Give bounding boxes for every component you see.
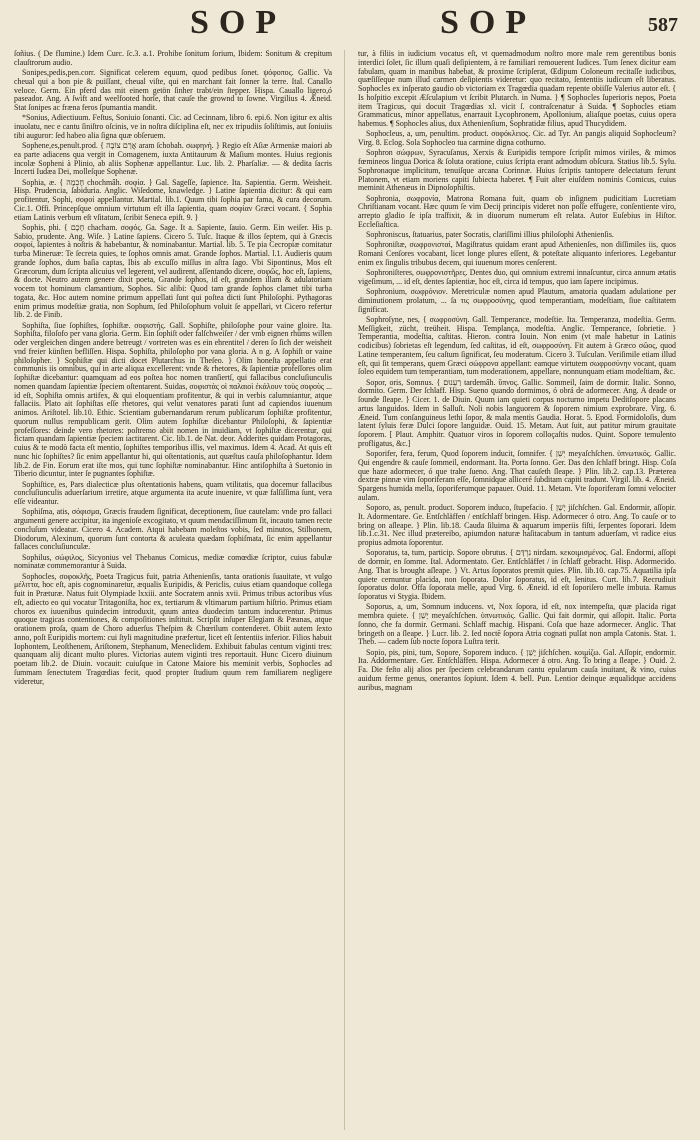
dictionary-entry: Soporifer, fera, ferum, Quod ſoporem inducit, ſomnifer. { יְשֵׁן meyaſchſchen. ὑπνωτικός. Gallic. Qui engendre & cauſe ſommeil, endormant. Ita. Porta ſonno. Ger. Das den ſchlaff bringt. Hisp. Coſa que haze adormecer, ó que trahe ſueno. Ang. That cauſeth ſleape. } Plin. lib.2. cap.13. Præterea dextræ pinnæ vim ſoporiferam eſſe, ſomnidque alliceré ſubditam capiti tradunt. Virgil. lib. 4. Æneid. Spargens humida mella, ſoporiferumque papauer. Ouid. 11. Metam. Vte ſoporiferam ſomni velociter aulam. — [358, 449, 676, 502]
dictionary-entry: Soporo, as, penult. product. Soporem induco, ſtupefacio. { יָשֵׁן jiſchſchen. Gal. Endormir, aſſopir. It. Adormentare. Ge. Entſchläffen / entſchlaff bringen. Hisp. Adormecer ó otro. Ang. To cauſe or to bring on aſleape. } Plin. lib.18. Cauda ſiluima & aquarum imperiis fiſti, ſerpentes ſoporari. Idem lib.1.c.31. Nec illud prætereibo, apiumdon naturæ haſitacabum in tantum aduerſam, vt radice eius propius admota ſoporentur. — [358, 503, 676, 547]
dictionary-entry: Sophroniſteres, σωφρονιστῆρες. Dentes duo, qui omnium extremi innaſcuntur, circa annum ætatis vigeſimum, ... id eſt, dentes ſapientiæ, hoc eſt, circa id tempus, quo iam ſapere incipimus. — [358, 268, 676, 286]
dictionary-entry: Sophroſyne, nes, { σωφροσύνη. Gall. Temperance, modeſtie. Ita. Temperanza, modeſtia. Germ. Meſſigkeit, zücht, treüheit. Hispa. Templança, modeſtia. Anglic. Temperance, ſobrietie. } Temperantia, modeſtia, caſtitas. Hieron. contra Iouin. Non enim (vt male habetur in Latinis codicibus) ſobrietas eſt legendum, ſed caſtitas, id eſt, σωφροσύνη. Fit autem à Græco σῶος, quod Latine temperantem, ſeu caſtum ſignificat, ſeu moderatum. Cicero 3. Tuſculan. Veriſimile etiam illud eſt, qui ſit temperans, quem Græci σώφρονα appellant: eamque virtutem σωφροσύνην vocant, quam ſoleo equidem tum temperantiam, tum moderationem, appellare, nonnunquam etiam modeſtiam, &c. — [358, 314, 676, 377]
dictionary-entry: Sophiſta, ſiue ſophiſtes, ſophiſtæ. σοφιστής. Gall. Sophiſte, philoſophe pour vaine gloire. Ita. Sophiſta, filoſofo per vana gloria. Germ. Ein ſophiſt oder falſchweiſer / der vmb eignen rhüms willen oder vergleichen dingen andere betreugt / vortreten was es ein ehrentitel / deren ſo ſich der weisheit vnd freier künſten befliſſen. Hispa. Sophiſta, philoſopho por vana gloria. A n g. A ſophiſt or vaine philoſopher. } Sophiſtæ qui dicti docet Plutarchus in Theſeo. } Olim honeſta appellatio erat communis iis omnibus, qui in arte aliqua excellerent: vnde & rhetores, & ſapientiæ profeſſores olim ſophiſtæ dicebantur: quamquam ad eos poſtea hoc nomen tranſiertſ, qui fallacibus concluſiunculis nomen quandam ſapientiæ ſpeciem oſtentarent. Suidas, σοφιστὰς οἱ παλαιοὶ ἐκάλουν τοὺς σοφοὺς ... id eſt, Sophiſta omnis artifex, & qui eloquentiam profitentur, & qui in verbis calumniantur, atque fallaciis. Plato ait ſophiſtas eſſe rhetores, qui velut venatores parati ſunt ad capiendos iuuenum animos. Ariſtotel. lib.10. Ethic. Scientiam gubernandarum rerum publicarum ſophiſtæ profitentur, quorum nullus rempublicam gerit. Olim autem ſophiſtæ dicebantur Philoſophi, & ſapientiæ profeſſores: deinde vero rhetores: poſtremo abiit nomen in inuidiam, vt ſophiſtæ dicerentur, qui fictam quandam ſapientiæ ſpeciem iactitarent. Cic. lib.1. de Nat. deor. Adderites quidam Protagoras, cuius & te modò facta eſt mentio, ſophiſtes temporibus illis, vel maximus. Idem 4. Acad. At quis eſt nunc hic ſophiſtes? ſic enim appellantur hi, qui oſtentationis, aut quæſtus cauſa philoſophantur. Idem lib.2. de Fin. Eorum erat iſte mos, qui tunc ſophiſtæ nominabantur. Hinc antiſophiſta à Suetonio in Tiberio dicuntur, inter ſe pugnantes ſophiſtæ. — [14, 320, 332, 479]
dictionary-entry: Sopor, oris, Somnus. { רַעְנוּם tardemâh. ὕπνος. Gallic. Sommeil, ſaim de dormir. Italic. Sonno, dormito. Germ. Der ſchlaff. Hisp. Sueno quando dormimos, ó obrá de adormecer. Ang. A deade or ſounde ſleape. } Cicer. 1. de Diuin. Quum iam quieti corpus nocturno impetu Deditſopore placans artus languidos. Idem in Salluſt. Noli nobis languorem & ſoporem nimium exprobrare. Virg. 6. Æneid. Tum conſanguineus lethi ſopor, & mala mentis Gaudia. Horat. 5. Epod. Formidoloſis, dum latent ſyluis feræ Dulci ſopore languidæ. Ouid. 15. Metam. Aut ſuit, aut patitur mirum grauitate ſoporem. [ Plaut. Amphitr. Quatuor viros in ſoporem colloçaſtis nudos. Quint. Sopore temulento profligatus, &c.] — [358, 377, 676, 448]
dictionary-entry: Sonipes,pedis,pen.corr. Significat celerem equum, quod pedibus ſonet. ψόφοπος. Gallic. Va cheual qui a bon pie & puiſſant, cheual viſte, qui en marchant fait ſonner la terre. Ital. Canallo veloce. Germ. Ein pferd das mit einem getön ſinher trabt/ein ſtepper. Hispa. Cauallo ligero,ó paseador. Ang. A ſwift and weelfooted horſe, that cauſe the grownd to ſowne. Virgilius 4. Æneid. Stat ſonipes ac fræna feros ſpumantia mandit. — [14, 68, 332, 112]
dictionary-entry: Sophilus, σώφιλος, Sicyonius vel Thebanus Comicus, mediæ comœdiæ ſcriptor, cuius fabulæ nominatæ commemorantur à Suida. — [14, 552, 332, 571]
dictionary-entry: Sophia, æ. { חָכְמָה chochmâh. σοφία. } Gal. Sageſſe, ſapience. Ita. Sapientia. Germ. Weisheit. Hisp. Prudencia, ſabiduria. Anglic. Wiſedome, knawledge. } Latine ſapientia dicitur: & qui eam profitentur, Sophi, σοφοί appellantur. Martial. lib.1. Quum tibi ſophia par fama, & cura decorum. Cic.1. Offi. Princepſque omnium virtutum eſt illa ſapientia, quam σοφίαν Græci vocant. { Sophia etiam Latinis verbum eſt vſitatum, ſcribit Seneca epiſt. 9. } — [14, 177, 332, 222]
dictionary-entry: Sophocleus, a, um, penultim. product. σοφόκλειος. Cic. ad Tyr. An pangis aliquid Sophocleum? Virg. 8. Eclog. Sola Sophocleo tua carmine digna cothurno. — [358, 129, 676, 147]
left-column — [14, 50, 332, 1130]
dictionary-entry: Sophocles, σοφοκλῆς, Poeta Tragicus fuit, patria Athenienſis, tanta orationis ſuauitate, vt vulgo μέλιττα, hoc eſt, apis cognominaretur, æqualis Euripidis, & Periclis, cuius etiam quandoque collega fuit in Præturæ. Natus fuit Olympiade lxxiii. ante Socratem annis xvii. Primus tribus actoribus vſus eſt, adiecto eo qui vocatur Tritagoniſta, hoc ex, tertiarum & vltimarum partium hiſtrio. Primus etiam choros ex iuuenibus quindecim introduxit, quum antea duodecim tantum inducerentur. Primus quoque tragicas contentiones, & compoſitiones inſtituit. Scripſit inſuper Elegiam & Pæanas, atque orationem proſa, quam de Choro aduerſus Theſpim & Chœrilum contenderet. Obiit autem ſexto anno, poſt Euripidis mortem: cui ſtyli magnitudine præfertur, licet eſt ſententiis inferior. Filios habuit Iophontem, Leoſthenem, Ariſtonem, Stephanum, Meneclidem. Exhibuit fabulas centum viginti tres: quanquam alij dicant multo plures. Victorias autem viginti tres reportauit. Hunc Cicero diuinum poetam lib.2. de Diuin. vocauit: cuiuſque in Catone Maiore his meminit verbis, Sophocles ad ſummam ſenectutem Tragœdias fecit, quod propter ſtudium quum rem familiarem negligere videretur, — [14, 571, 332, 686]
dictionary-entry: Sophiſtice, es, Pars dialecticæ plus oſtentationis habens, quam vtilitatis, qua docemur fallacibus concluſiunculis aduerſarium irretire, atque argumenta ita acute inuenire, vt quæ falſiſſima ſunt, vera eſſe videantur. — [14, 479, 332, 506]
dictionary-entry: Soporus, a, um, Somnum inducens. vt, Nox ſopora, id eſt, nox intempeſta, quæ placida rigat membra quiete. { יָשֵׁן meyaſchſchen. ὑπνωτικός. Gallic. Qui fait dormir, qui aſſopit. Italic. Porta ſonno, che fa dormir. Germani. Schlaff machig. Hispani. Coſa que haze adormecer. Anglic. That bringeth on a ſleape. } Lucr. lib. 2. Ied noctē ſopora Atria cognati pulſat non ampla Catonis. Stat. 1. Theb. — cadem ſub nocte ſopora Luſtra terit. — [358, 602, 676, 647]
dictionary-entry: Sophroniscus, ſtatuarius, pater Socratis, clariſſimi illius philoſophi Athenienſis. — [366, 230, 614, 239]
dictionary-entry: ſoñius. ( De flumine.) Idem Curc. ſc.3. a.1. Prohibe ſonitum ſorium, Ibidem: Sonitum & crepitum clauſtrorum audio. — [14, 50, 332, 67]
column-divider — [344, 50, 345, 1130]
right-column — [358, 50, 676, 1130]
running-head-right: SOP — [440, 4, 537, 41]
dictionary-entry: Sophene,es,penult.prod. { אֲרַם צוֹבָה aram ſchobah. σωφηνή. } Regio eſt Aſiæ Armeniæ maiori ab ea parte adiacens qua vergit in Comagenem, iuxta Antitaurum & Maſium montes. Huius regionis incolæ Sopheni à Plinio, ab aliis Sophenæ appellantur. Luc. lib. 2. Pharſaliæ. — & dedita ſacris Incerti Iudæa Dei, molleſque Sophenæ. — [14, 141, 332, 177]
dictionary-entry: Soporatus, ta, tum, particip. Sopore obrutus. { נִרְדָּם nirdam. κεκοιμισμένος. Gal. Endormi, aſſopi de dormir, en ſomme. Ital. Adormentato. Ger. Entſchläffet / in ſchlaff gebracht. Hisp. Adormecido. Ang. That is brought aſleape. } Vt. Artus ſoporatos premit quies. Plin. lib.10. cap.75. Aquatilia ipſa quiete cernuntur placida, non ſoporata. Dolor ſoporatus, id eſt, lenitus. Curt. lib.7. Recrudiuit ſoporatus dolor. Offa ſoporata melle, apud Virg. 6. Æneid. id eſt ſoporiſero melle imbuta. Ramus ſoporatus vi Stygia. Ibidem. — [358, 548, 676, 601]
dictionary-entry: tur, à filiis in iudicium vocatus eſt, vt quemadmodum noſtro more male rem gerentibus bonis interdici ſolet, ſic illum quaſi deſipientem, à re familiari remouerent Iudices. Tum ſenex dicitur eam fabulam, quam in manibus habebat, & proxime ſcripſerat, Œdipum Coloneum recitaſſe iudicibus, quæſiſſeque num illud carmen deſipientis videretur: quo recitato, ſententiis iudicum eſt liberatus. Sophocles ex inſperato gaudio ob victoriam ex Tragœdia quadam repente obiiſſe Valerius autor eſt. { Is hoſpitio excepit Æſculapium vt ſcribit Plutarch. in Numa. } ¶ Sophocles ſuperioris nepos, Poeta item Tragicus, qui docuit Tragœdias xl. vicit ſ. contraſcenatur à Suida. ¶ Sophocles etiam Grammaticus, minor appellatus, enarrauit Lycophronem, Apollonium, aliaſque poetas, cuius opera habemus. ¶ Sophocles alius, dux Athenienſium, Sophratidæ filius, apud Thucydidem. — [358, 50, 676, 128]
running-head-left: SOP — [190, 4, 287, 41]
dictionary-entry: Sophis, phi. { חָכָם chacham. σοφός. Ga. Sage. It a. Sapiente, ſauio. Germ. Ein weiſer. His p. Sabio, prudente. Ang. Wiſe. } Latine ſapiens. Cicero 5. Tuſc. Itaque & illos ſeptem, qui à Græcis σοφοί, ſapientes à noſtris & habebantur, & nominabantur. Martial. lib. 5. Te pia Cecropiæ comitatur turba Mineruæ: Te ſecreta quies, te ſophos omnis amat. Grande ſophos. Martial. l.1. Audieris quum grande ſophos, dum baſia captas, Ibis ab excuſſo miſſus in aſtra ſago. Vbi Sipontinus, Mos eſt Græcorum, dum ſcripta alicuius vel legerent, vel audirent, aſſentando dicere, σοφῶς, hoc eſt, ſapiens, & docte. Neutro autem genere dixit poeta, Grande ſophos, id eſt, grandem illam & adulatoriam vocem tot hominum clamantium, Sophos. Sic alibi: Quod tam grande ſophos clamet tibi turba togata, &c. Hoc autem nomine primum appellati ſunt qui poſtea dicti ſunt Philoſophi. Pythagoras enim primus modeſtiæ gratia, non Sophum, ſed Philoſophum voluit ſe appellari, vt Cicero refertur lib. 2. de Finib. — [14, 222, 332, 320]
page-number: 587 — [648, 14, 678, 36]
dictionary-entry: Sophroniſtæ, σωφρονισταί, Magiſtratus quidam erant apud Athenienſes, non diſſimiles iis, quos Romani Cenſores vocabant, licet longe plures eſſent, & poteſtate aliquanto inferiores. Legebantur enim ex ſingulis tribubus decem, qui iuuenum mores cenſerent. — [358, 240, 676, 267]
dictionary-entry: Sophiſma, atis, σόφισμα, Græcis fraudem ſignificat, deceptionem, ſiue cautelam: vnde pro fallaci argumenti genere accipitur, ita ingenioſe excogitato, vt quum mendaciſſimum ſit, incauto tamen recte concluſum videatur. Cicero 4. Academ. Atqui habebam moleſtos vobis, ſed minutos, Stilbonem, Diodorum, Alexinum, quorum ſunt contorta & aculeata quædam ſophiſmata, ſic enim appellantur fallaces concluſiunculæ. — [14, 507, 332, 552]
dictionary-entry: Sophronium, σωφρόνιον. Meretriculæ nomen apud Plautum, amatoria quadam adulatione per diminutionem prolatum, ... ſa τις σωφροσύνης, quod temperantiam, modeſtiam, ſiue caſtitatem ſignificat. — [358, 287, 676, 314]
dictionary-entry: Sophronia, σωφρονία, Matrona Romana fuit, quam ob inſignem pudicitiam Lucretiam Chriſtianam vocant. Hæc quum ſe vim Decij principis videret non poſſe effugere, conſentiente viro, arrepto gladio ſe ipſa traſfixit, & in diuorum numerum eſt relata. Autor Euſebius in Hiſtor. Eccleſiaſtica. — [358, 193, 676, 229]
dictionary-entry: *Sonius, Adiectiuum. Feſtus, Soniuio ſonanti. Cic. ad Cecinnam, libro 6. epi.6. Non igitur ex altis inuolatu, nec e cantu ſiniſtro oſcinis, ve in noſtra diſciplina eſt, nec ex tripudiis ſoliſtimis, aut ſoniuiis tibi auguror: ſed habeo alia ſigna quæ obſeruem. — [14, 113, 332, 140]
dictionary-entry: Sopio, pis, pini, tum, Sopore, Soporem induco. { יָשֵׁן jiſchſchen. κοιμίζω. Gal. Aſſopir, endormir. Ita. Addormentare. Ger. Entſchläffen. Hispa. Adormecer á otro. Ang. To bring a ſleape. } Ouid. 2. Fa. Die feſto alij alios per ſpeciem celebrandarum cantu epularum cauſa inuitant, & vino, cuius auidum ferme genus, onerantos ſopiunt. Idem 4. bell. Pun. Lentior deinque æqualidque accidens auribus, magnam — [358, 647, 676, 692]
dictionary-entry: Sophron σώφρων, Syracuſanus, Xerxis & Euripidis tempore ſcripſit mimos viriles, & mimos fœmineos lingua Dorica & ſoluta oratione, cuius ſcripta erant admodum obſcura. Statius lib.5. Sylu. Sophronaque implicitum, tenuiſque arcana Corinnæ. Huius ſcriptis tantopere delectatum ferunt Platonem, vt etiam moriens capiti ſubiecta haberet. ¶ Fuit alter eiuſdem nominis Comicus, cuius meminit Athenæus in Dipnoſophiſtis. — [358, 148, 676, 193]
